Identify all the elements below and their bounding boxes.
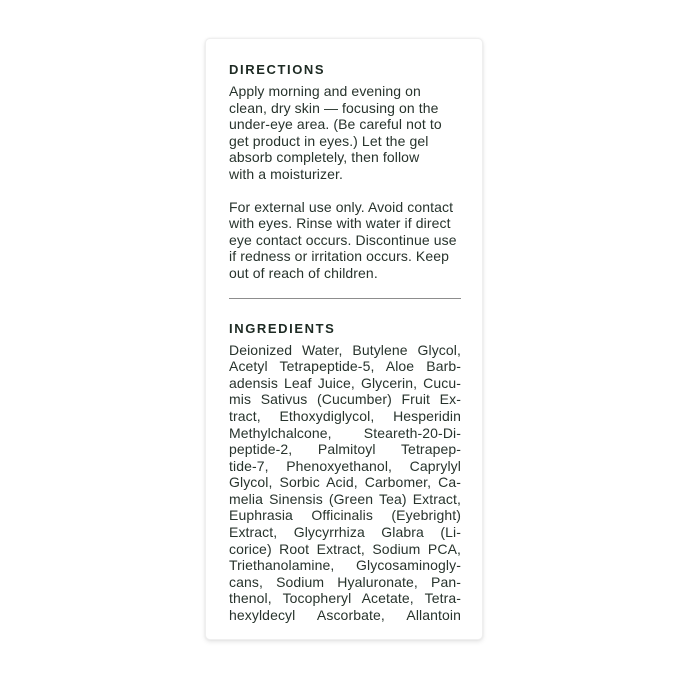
directions-heading: DIRECTIONS xyxy=(229,62,326,77)
text-line: tract, Ethoxydiglycol, Hesperidin xyxy=(229,407,461,424)
text-line: Methylchalcone, Steareth-20-Di- xyxy=(229,424,461,441)
text-line: corice) Root Extract, Sodium PCA, xyxy=(229,540,461,557)
text-line: get product in eyes.) Let the gel xyxy=(229,132,429,149)
text-line: with eyes. Rinse with water if direct xyxy=(229,215,451,232)
text-line: adensis Leaf Juice, Glycerin, Cucu- xyxy=(229,374,461,391)
text-line: peptide-2, Palmitoyl Tetrapep- xyxy=(229,441,461,458)
ingredients-paragraph xyxy=(229,342,461,624)
text-line: Deionized Water, Butylene Glycol, xyxy=(229,341,461,358)
text-line: Apply morning and evening on xyxy=(229,83,421,99)
text-line: under-eye area. (Be careful not to xyxy=(229,116,442,133)
text-line: Triethanolamine, Glycosaminogly- xyxy=(229,557,461,574)
text-line: with a moisturizer. xyxy=(229,165,343,182)
text-line: mis Sativus (Cucumber) Fruit Ex- xyxy=(229,391,461,408)
text-line: thenol, Tocopheryl Acetate, Tetra- xyxy=(229,590,461,607)
text-line: cans, Sodium Hyaluronate, Pan- xyxy=(229,573,461,590)
text-line: absorb completely, then follow xyxy=(229,149,420,166)
section-divider xyxy=(229,298,461,299)
text-line: Acetyl Tetrapeptide-5, Aloe Barb- xyxy=(229,358,461,375)
text-line: Extract, Glycyrrhiza Glabra (Li- xyxy=(229,524,461,541)
text-line: eye contact occurs. Discontinue use xyxy=(229,231,457,248)
text-line: melia Sinensis (Green Tea) Extract, xyxy=(229,490,461,507)
text-line: For external use only. Avoid contact xyxy=(229,198,454,215)
text-line: out of reach of children. xyxy=(229,264,378,281)
text-line: tide-7, Phenoxyethanol, Caprylyl xyxy=(229,457,461,474)
text-line: Glycol, Sorbic Acid, Carbomer, Ca- xyxy=(229,474,461,491)
text-line: if redness or irritation occurs. Keep xyxy=(229,248,450,265)
directions-usage-paragraph xyxy=(229,83,461,183)
text-line: Euphrasia Officinalis (Eyebright) xyxy=(229,507,461,524)
text-line: clean, dry skin — focusing on the xyxy=(229,99,439,116)
product-label-panel xyxy=(205,38,483,640)
directions-warning-paragraph xyxy=(229,199,461,282)
text-line: hexyldecyl Ascorbate, Allantoin xyxy=(229,607,461,624)
ingredients-heading: INGREDIENTS xyxy=(229,320,336,336)
